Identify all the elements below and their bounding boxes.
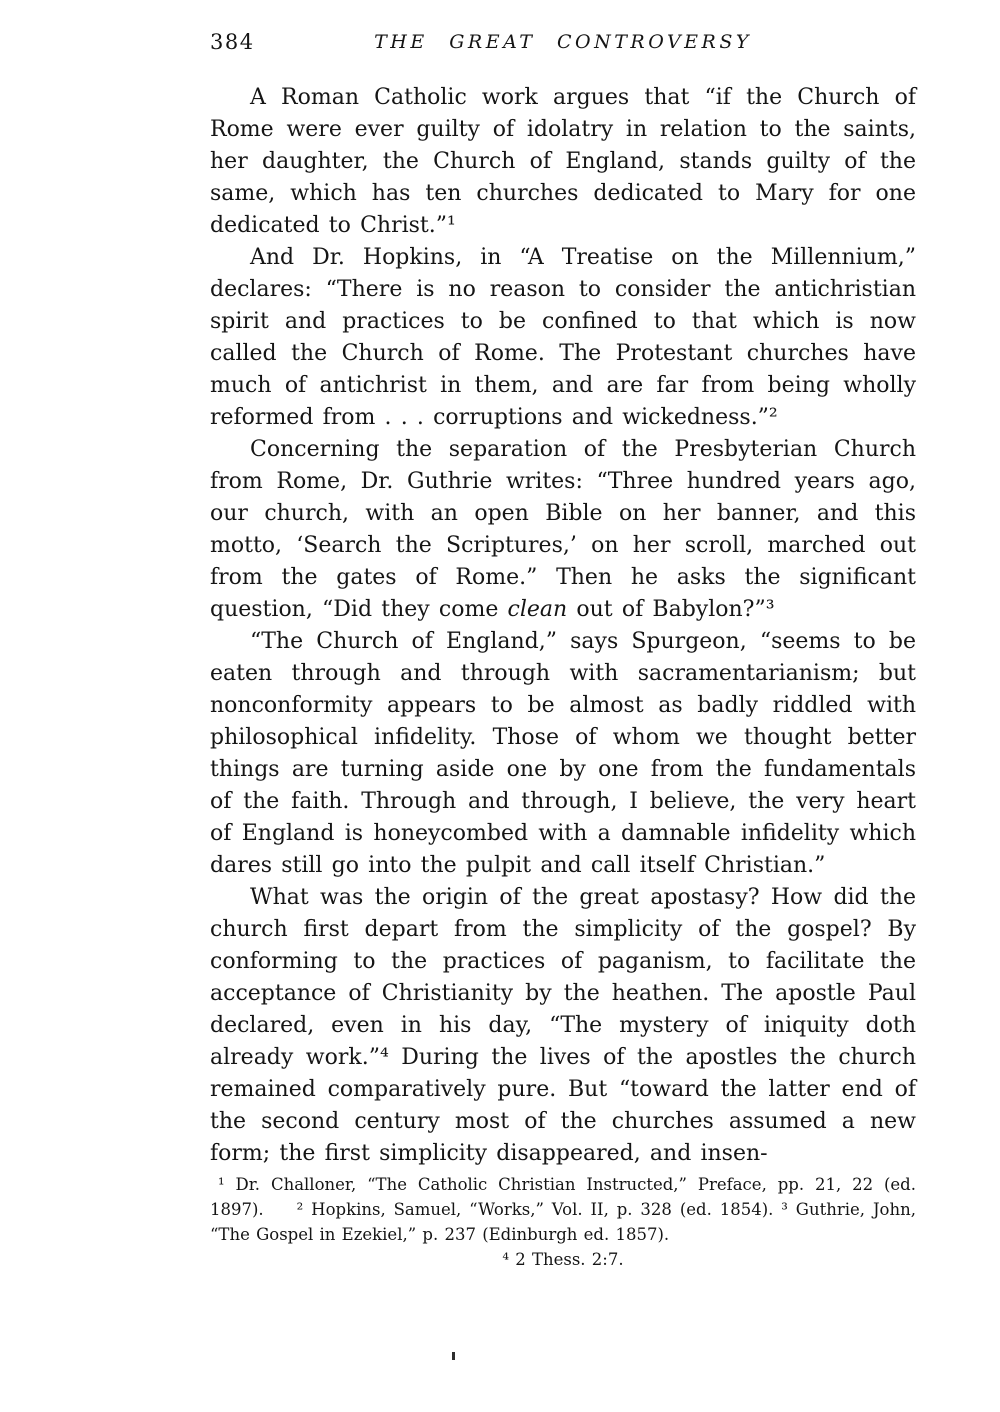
body-text (210, 82, 916, 1170)
print-artifact-dot (452, 1352, 455, 1360)
footnotes-section (210, 1172, 916, 1272)
paragraph-hopkins-treatise: And Dr. Hopkins, in “A Treatise on the Millennium,” declares: “There is no reason to consider the antichristian spirit and practices to be confined to that which is now called the Church of Rome. The Protestant churches have much of antichrist in them, and are far from being wholly reformed from . . . corruptions and wickedness.”² (210, 245, 916, 430)
page-number: 384 (210, 30, 255, 54)
footnote-citations: ¹ Dr. Challoner, “The Catholic Christian Instructed,” Preface, pp. 21, 22 (ed. 1897). ² Hopkins, Samuel, “Works,” Vol. II, p. 328 (ed. 1854). ³ Guthrie, John, “The Gospel in Ezekiel,” p. 237 (Edinburgh ed. 1857). (210, 1175, 916, 1244)
paragraph-guthrie-presbyterian (210, 434, 916, 626)
paragraph-text-pre: Concerning the separation of the Presbyterian Church from Rome, Dr. Guthrie writes: “Three hundred years ago, our church, with an open Bible on her banner, and this motto, ‘Search the Scriptures,’ on her scroll, marched out from the gates of Rome.” Then he asks the significant question, “Did they come (210, 437, 916, 622)
paragraph-text-post: out of Babylon?”³ (567, 597, 775, 622)
page-header (210, 30, 916, 58)
paragraph-roman-catholic-work: A Roman Catholic work argues that “if the Church of Rome were ever guilty of idolatry in relation to the saints, her daughter, the Church of England, stands guilty of the same, which has ten churches dedicated to Mary for one dedicated to Christ.”¹ (210, 85, 916, 238)
paragraph-origin-of-apostasy: What was the origin of the great apostasy? How did the church first depart from the simplicity of the gospel? By conforming to the practices of paganism, to facilitate the acceptance of Christianity by the heathen. The apostle Paul declared, even in his day, “The mystery of iniquity doth already work.”⁴ During the lives of the apostles the church remained comparatively pure. But “toward the latter end of the second century most of the churches assumed a new form; the first simplicity disappeared, and insen- (210, 885, 916, 1166)
italic-word-clean: clean (507, 597, 568, 622)
running-title: THE GREAT CONTROVERSY (374, 31, 752, 53)
paragraph-spurgeon-church-of-england: “The Church of England,” says Spurgeon, “seems to be eaten through and through with sacramentarianism; but nonconformity appears to be almost as badly riddled with philosophical infidelity. Those of whom we thought better things are turning aside one by one from the fundamentals of the faith. Through and through, I believe, the very heart of England is honeycombed with a damnable infidelity which dares still go into the pulpit and call itself Christian.” (210, 629, 916, 878)
footnote-scripture-reference: ⁴ 2 Thess. 2:7. (502, 1250, 624, 1269)
